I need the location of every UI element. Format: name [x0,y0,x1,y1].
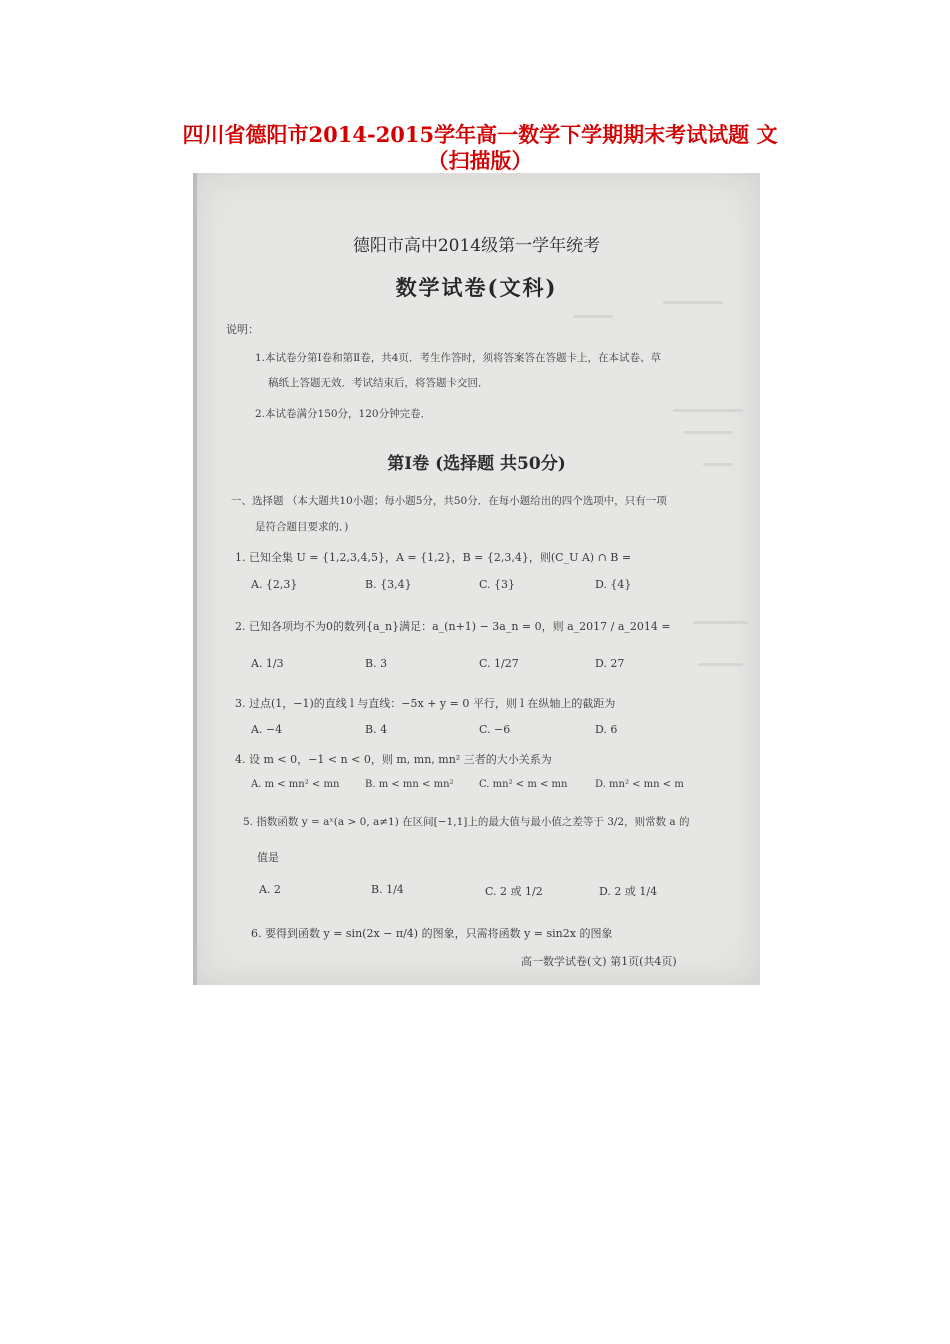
question-5-stem-continued: 值是 [257,851,279,864]
question-5-option-a: A. 2 [259,883,281,896]
page-footer: 高一数学试卷(文) 第1页(共4页) [521,955,677,968]
question-4-stem: 4. 设 m < 0，−1 < n < 0，则 m, mn, mn² 三者的大小关系为 [235,753,552,766]
scanned-exam-page [193,173,760,985]
question-2-option-a: A. 1/3 [251,657,284,670]
question-5-option-b: B. 1/4 [371,883,404,896]
document-title: 四川省德阳市2014-2015学年高一数学下学期期末考试试题 文 [182,122,778,147]
note-2: 2.本试卷满分150分，120分钟完卷． [255,408,432,420]
question-5-option-d: D. 2 或 1/4 [599,885,658,898]
question-3-option-b: B. 4 [365,723,388,736]
question-2-option-d: D. 27 [595,657,625,670]
note-1-line-1: 1.本试卷分第Ⅰ卷和第Ⅱ卷，共4页．考生作答时，须将答案答在答题卡上，在本试卷、草 [255,352,661,364]
part-heading-line-2: 是符合题目要求的．) [255,521,349,533]
question-4-option-c: C. mn² < m < mn [479,779,568,790]
question-3-option-c: C. −6 [479,723,511,736]
question-4-option-d: D. mn² < mn < m [595,779,684,790]
bleed-through-mark [683,431,733,434]
question-3-option-a: A. −4 [251,723,283,736]
question-1-option-c: C. {3} [479,578,516,591]
question-2-option-c: C. 1/27 [479,657,519,670]
question-3-stem: 3. 过点(1，−1)的直线 l 与直线：−5x + y = 0 平行，则 l 在纵轴上的截距为 [235,697,616,710]
exam-title: 数学试卷(文科) [395,275,558,300]
question-5-stem: 5. 指数函数 y = aˣ(a > 0, a≠1) 在区间[−1,1]上的最大值与最小值之差等于 3/2，则常数 a 的 [243,816,690,828]
document-subtitle: （扫描版） [427,148,533,173]
notes-label: 说明： [226,323,259,336]
question-1-stem: 1. 已知全集 U = {1,2,3,4,5}，A = {1,2}，B = {2,3,4}，则(C_U A) ∩ B = [235,551,632,564]
question-4-option-a: A. m < mn² < mn [251,779,340,790]
part-heading-line-1: 一、选择题 （本大题共10小题；每小题5分，共50分．在每小题给出的四个选项中，只有一项 [231,495,667,507]
bleed-through-mark [573,315,613,318]
section-title: 第Ⅰ卷 (选择题 共50分) [387,454,566,474]
question-1-option-a: A. {2,3} [251,578,298,591]
bleed-through-mark [693,621,748,624]
question-1-option-b: B. {3,4} [365,578,412,591]
bleed-through-mark [673,409,743,412]
question-4-option-b: B. m < mn < mn² [365,779,454,790]
question-6-stem: 6. 要得到函数 y = sin(2x − π/4) 的图象，只需将函数 y = sin2x 的图象 [251,927,613,940]
exam-header: 德阳市高中2014级第一学年统考 [352,236,601,256]
question-5-option-c: C. 2 或 1/2 [485,885,543,898]
question-3-option-d: D. 6 [595,723,618,736]
bleed-through-mark [698,663,743,666]
question-1-option-d: D. {4} [595,578,632,591]
question-2-option-b: B. 3 [365,657,388,670]
note-1-line-2: 稿纸上答题无效．考试结束后，将答题卡交回． [268,377,489,389]
question-2-stem: 2. 已知各项均不为0的数列{a_n}满足：a_(n+1) − 3a_n = 0，则 a_2017 / a_2014 = [235,620,671,633]
